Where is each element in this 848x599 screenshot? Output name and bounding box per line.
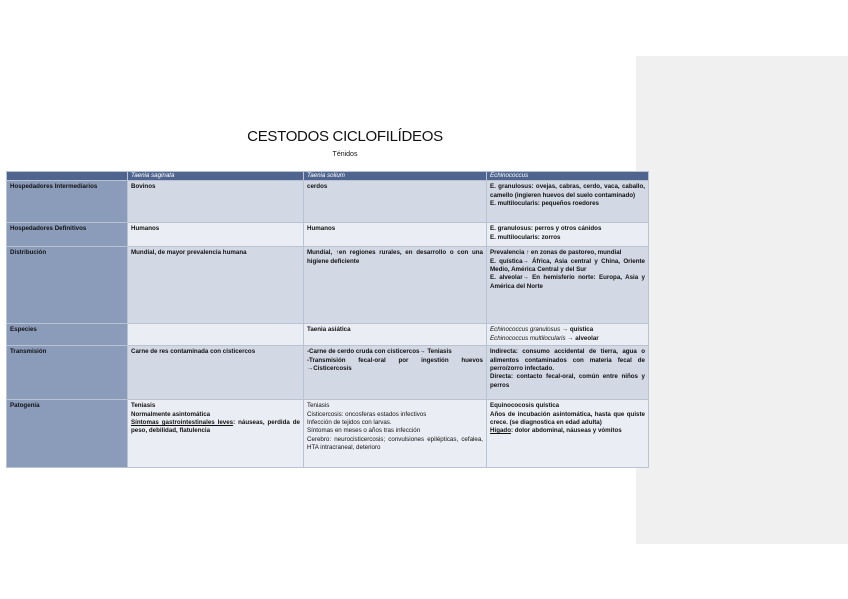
cell-echinococcus: Indirecta: consumo accidental de tierra, agua o alimentos contaminados con materia fecal de perro/zorro infectado. Directa: contacto fecal-oral, común entre niños y perros	[487, 346, 649, 400]
cell-echinococcus: Echinococcus granulosus → quística Echinococcus multilocularis → alveolar	[487, 324, 649, 346]
row-label: Transmisión	[7, 346, 128, 400]
cell-solium: Mundial, ↑en regiones rurales, en desarrollo o con una higiene deficiente	[304, 247, 487, 324]
header-taenia-solium: Taenia solium	[304, 172, 487, 181]
header-corner	[7, 172, 128, 181]
cell-saginata: Mundial, de mayor prevalencia humana	[128, 247, 304, 324]
cell-saginata	[128, 324, 304, 346]
cell-solium: cerdos	[304, 181, 487, 223]
row-label: Hospedadores Definitivos	[7, 223, 128, 247]
table-header-row	[7, 172, 649, 181]
cell-solium: Humanos	[304, 223, 487, 247]
cell-solium: Teniasis Cisticercosis: oncosferas estados infectivos Infección de tejidos con larvas. Síntomas en meses o años tras infección Cerebro: neurocisticercosis; convulsiones epilépticas, cefalea, HTA intracraneal, deterioro	[304, 400, 487, 468]
cell-echinococcus: E. granulosus: ovejas, cabras, cerdo, vaca, caballo, camello (ingieren huevos del suelo contaminado) E. multilocularis: pequeños roedores	[487, 181, 649, 223]
cell-saginata: Humanos	[128, 223, 304, 247]
row-label: Patogenia	[7, 400, 128, 468]
row-label: Distribución	[7, 247, 128, 324]
page-subtitle: Ténidos	[332, 151, 358, 158]
cell-echinococcus: E. granulosus: perros y otros cánidos E. multilocularis: zorros	[487, 223, 649, 247]
cell-solium: Taenia asiática	[304, 324, 487, 346]
page-title: CESTODOS CICLOFILÍDEOS	[247, 128, 443, 145]
table-row	[7, 324, 649, 346]
cell-saginata: Bovinos	[128, 181, 304, 223]
table-row	[7, 223, 649, 247]
cell-echinococcus: Equinococosis quística Años de incubación asintomática, hasta que quiste crece. (se diagnostica en edad adulta) Hígado: dolor abdominal, náuseas y vómitos	[487, 400, 649, 468]
table-row	[7, 247, 649, 324]
cell-saginata: Carne de res contaminada con cisticercos	[128, 346, 304, 400]
cestodes-table	[6, 171, 649, 468]
table-row	[7, 181, 649, 223]
header-taenia-saginata: Taenia saginata	[128, 172, 304, 181]
table-row	[7, 346, 649, 400]
cell-solium: -Carne de cerdo cruda con cisticercos→ Teniasis -Transmisión fecal-oral por ingestión huevos →Cisticercosis	[304, 346, 487, 400]
row-label: Especies	[7, 324, 128, 346]
table-row	[7, 400, 649, 468]
header-echinococcus: Echinococcus	[487, 172, 649, 181]
row-label: Hospedadores Intermediarios	[7, 181, 128, 223]
cell-saginata: Teniasis Normalmente asintomática Síntomas gastrointestinales leves: náuseas, perdida de peso, debilidad, flatulencia	[128, 400, 304, 468]
cell-echinococcus: Prevalencia ↑ en zonas de pastoreo, mundial E. quística→ África, Asia central y China, Oriente Medio, América Central y del Sur E. alveolar→ En hemisferio norte: Europa, Asia y América del Norte	[487, 247, 649, 324]
